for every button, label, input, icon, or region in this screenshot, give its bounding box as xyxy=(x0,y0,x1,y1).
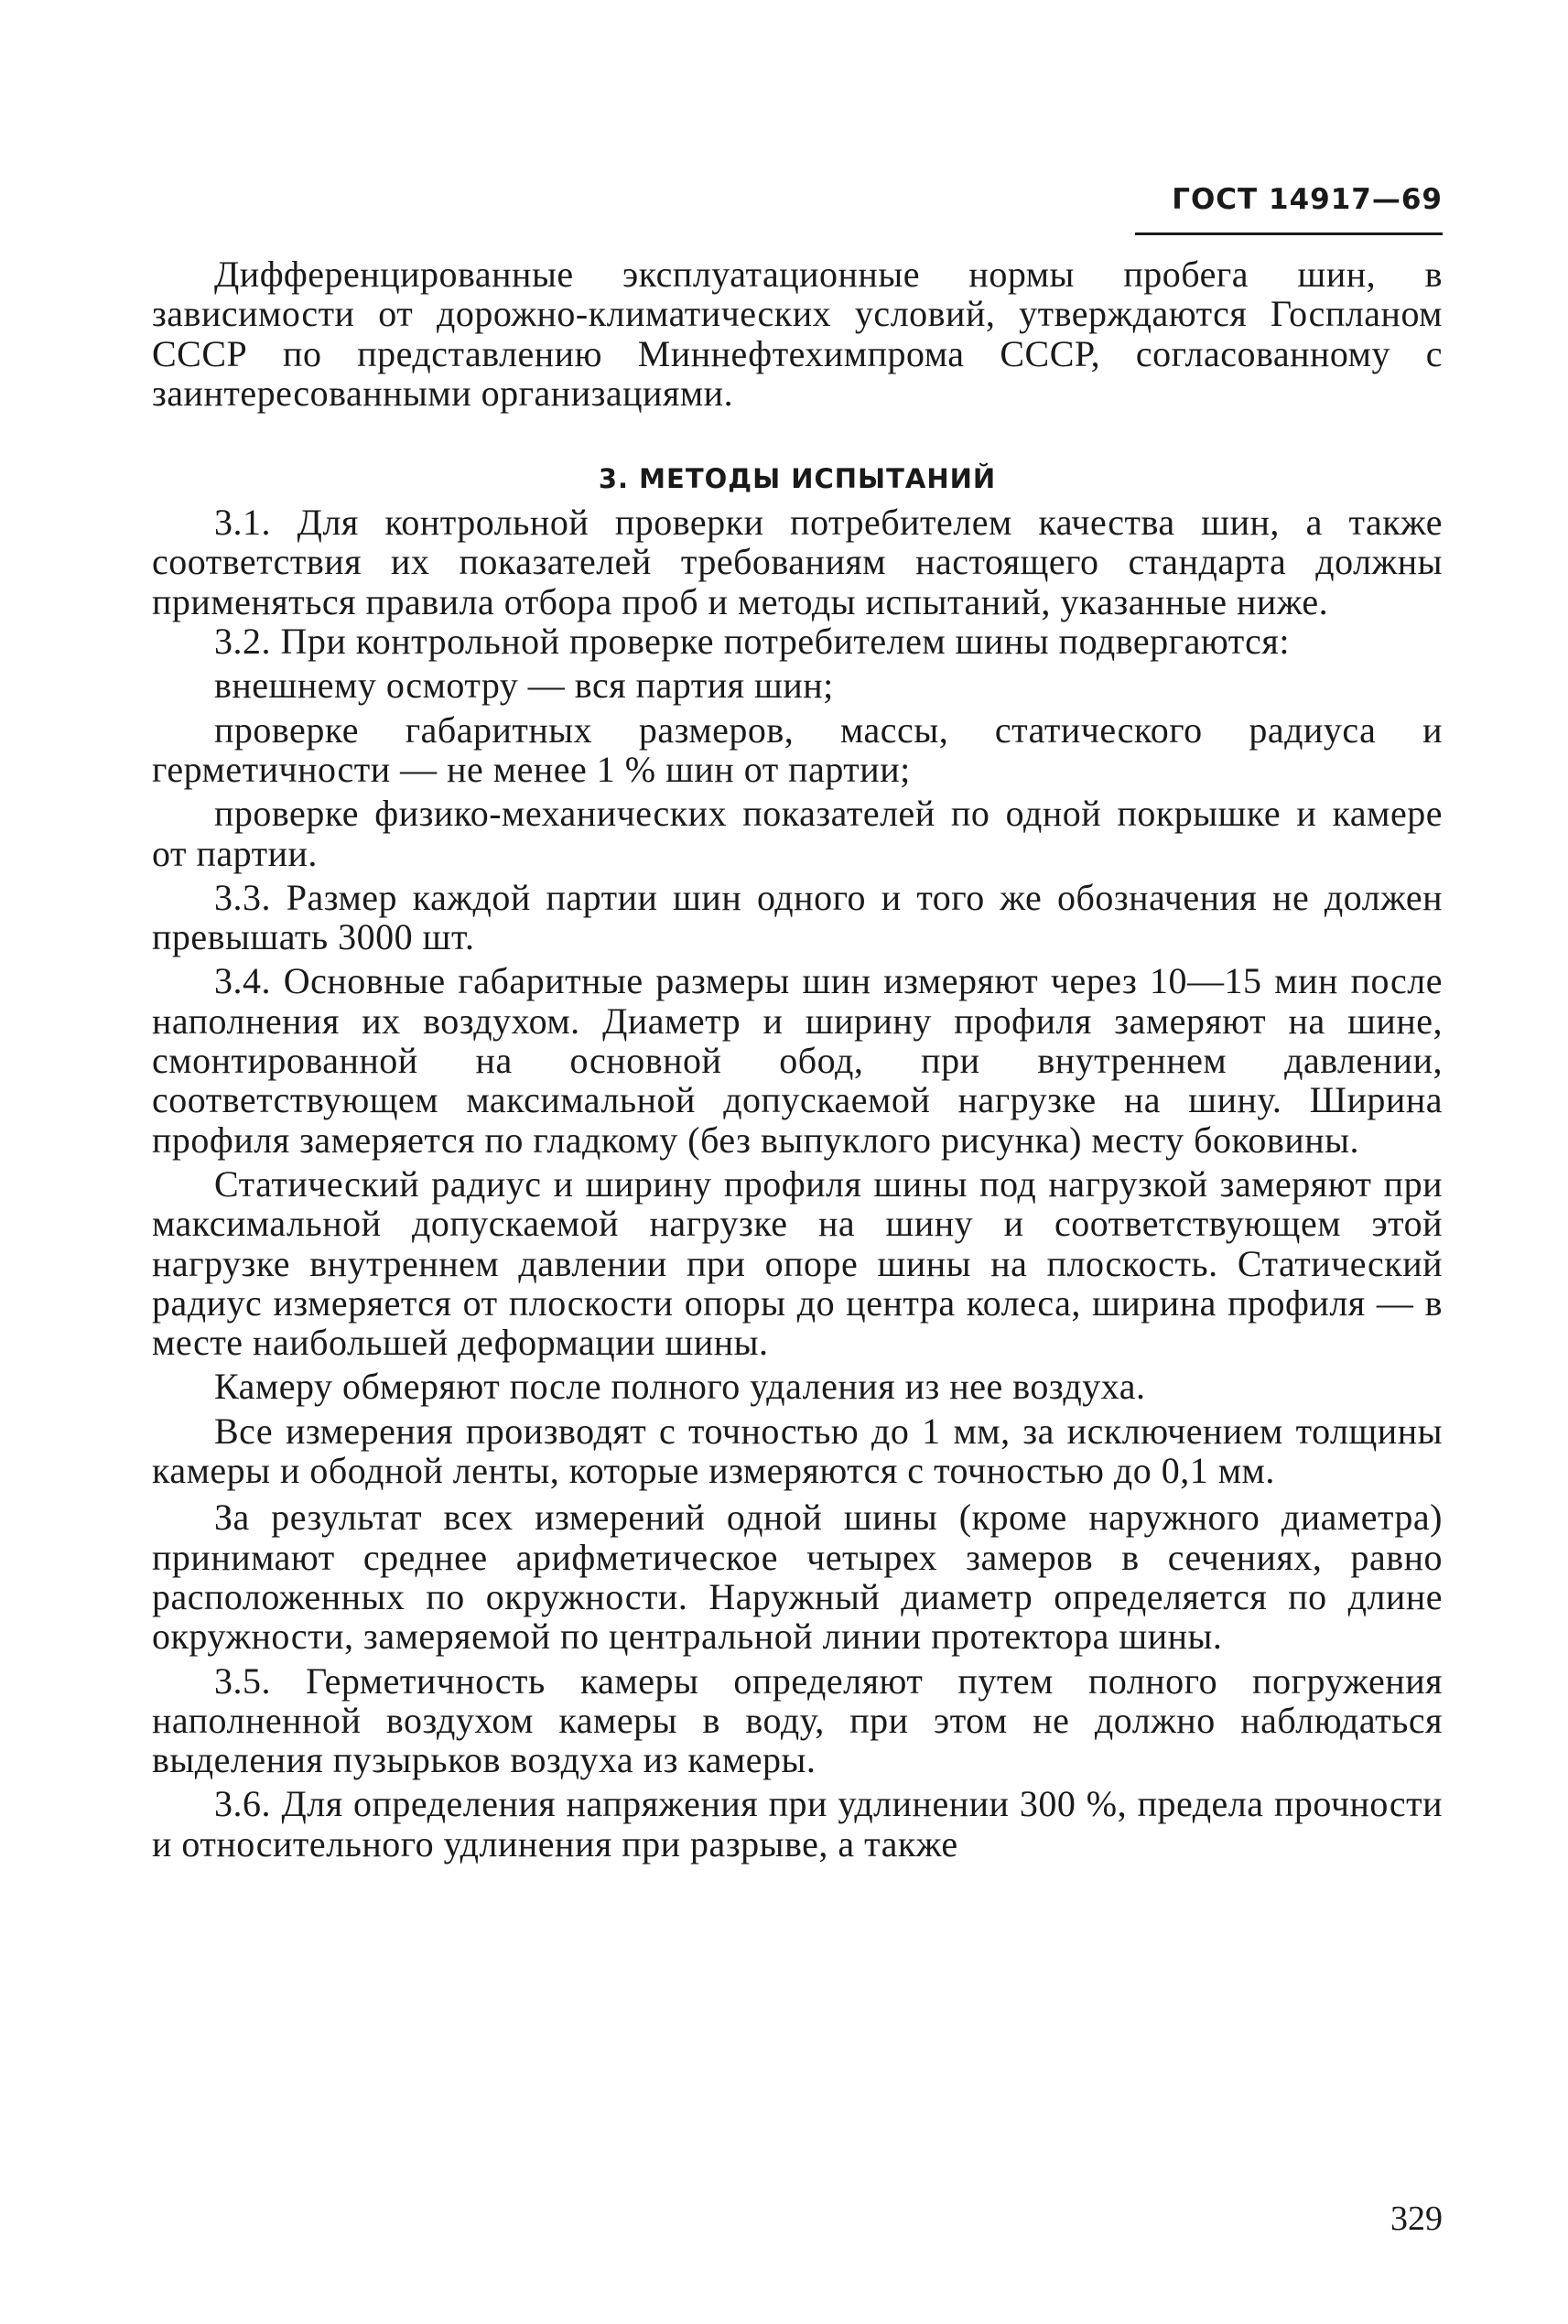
paragraph-3-6: 3.6. Для определения напряжения при удлинении 300 %, предела прочности и относительного удлинения при разрыве, а также xyxy=(152,1783,1443,1865)
paragraph-dimension-check: проверке габаритных размеров, массы, статического радиуса и герметичности — не менее 1 % шин от партии; xyxy=(152,708,1443,790)
paragraph-physical-check: проверке физико-механических показателей по одной покрышке и камере от партии. xyxy=(152,793,1443,874)
paragraph-3-3: 3.3. Размер каждой партии шин одного и того же обозначения не должен превышать 3000 шт. xyxy=(152,876,1443,958)
paragraph-3-4: 3.4. Основные габаритные размеры шин измеряют через 10—15 мин после наполнения их воздухом. Диаметр и ширину профиля замеряют на шине, смонтированной на основной обод, при внутреннем давлении, соответствующем максимальной допускаемой нагрузке на шину. Ширина профиля замеряется по гладкому (без выпуклого рисунка) месту боковины. xyxy=(152,960,1443,1161)
text-column xyxy=(152,254,1443,1864)
paragraph-measure-result: За результат всех измерений одной шины (кроме наружного диаметра) принимают среднее арифметическое четырех замеров в сечениях, равно расположенных по окружности. Наружный диаметр определяется по длине окружности, замеряемой по центральной линии протектора шины. xyxy=(152,1497,1443,1658)
document-header: ГОСТ 14917—69 xyxy=(1135,179,1443,235)
paragraph-static-radius: Статический радиус и ширину профиля шины под нагрузкой замеряют при максимальной допускаемой нагрузке на шину и соответствующем этой нагрузке внутреннем давлении при опоре шины на плоскость. Статический радиус измеряется от плоскости опоры до центра колеса, ширина профиля — в месте наибольшей деформации шины. xyxy=(152,1162,1443,1364)
section-title: 3. МЕТОДЫ ИСПЫТАНИЙ xyxy=(598,463,997,495)
paragraph-3-1: 3.1. Для контрольной проверки потребителем качества шин, а также соответствия их показателей требованиям настоящего стандарта должны применяться правила отбора проб и методы испытаний, указанные ниже. xyxy=(152,502,1443,622)
paragraph-3-5: 3.5. Герметичность камеры определяют путем полного погружения наполненной воздухом камеры в воду, при этом не должно наблюдаться выделения пузырьков воздуха из камеры. xyxy=(152,1659,1443,1781)
paragraph-tube-measure: Камеру обмеряют после полного удаления из нее воздуха. xyxy=(214,1366,1146,1408)
page-number: 329 xyxy=(1390,2200,1443,2238)
intro-paragraph: Дифференцированные эксплуатационные нормы пробега шин, в зависимости от дорожно-климатических условий, утверждаются Госпланом СССР по представлению Миннефтехимпрома СССР, согласованному с заинтересованными организациями. xyxy=(152,254,1443,414)
paragraph-measure-accuracy: Все измерения производят с точностью до 1 мм, за исключением толщины камеры и ободной ленты, которые измеряются с точностью до 0,1 мм. xyxy=(152,1410,1443,1492)
paragraph-visual-inspection: внешнему осмотру — вся партия шин; xyxy=(214,665,834,707)
paragraph-3-2: 3.2. При контрольной проверке потребителем шины подвергаются: xyxy=(214,621,1290,663)
